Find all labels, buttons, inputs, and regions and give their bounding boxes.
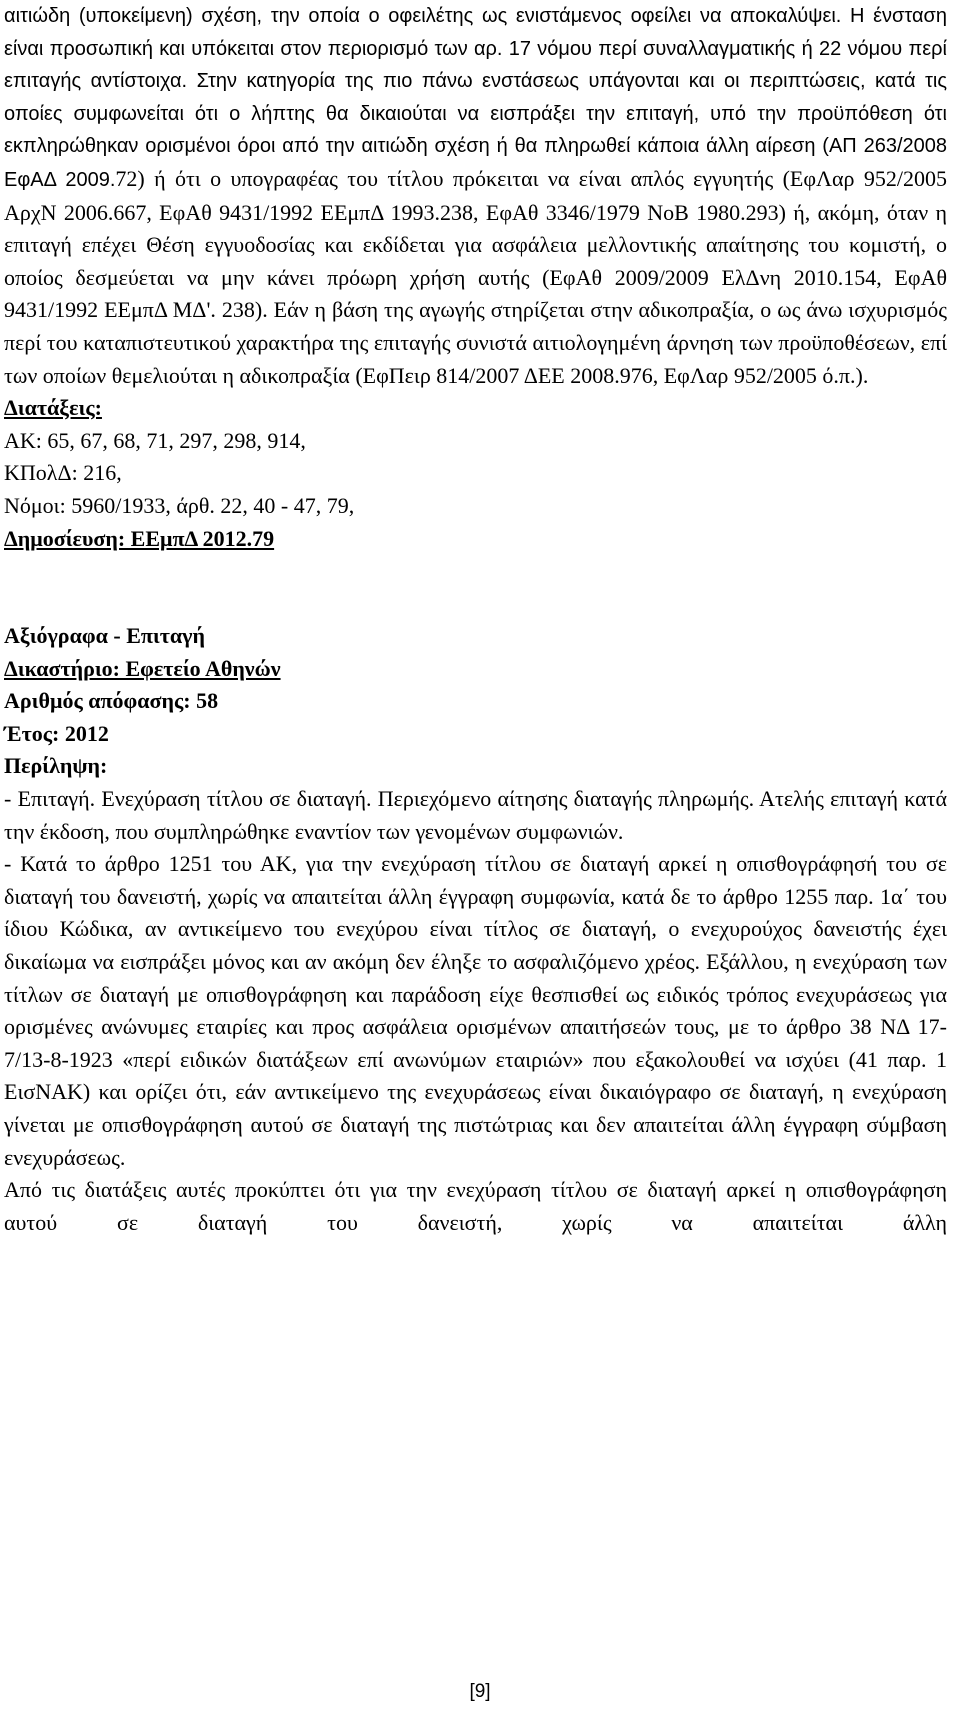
summary-paragraph: - Κατά το άρθρο 1251 του ΑΚ, για την ενεχύραση τίτλου σε διαταγή αρκεί η οπισθογράφησή του σε διαταγή του δανειστή, χωρίς να απαιτείται άλλη έγγραφη συμφωνία, κατά δε το άρθρο 1255 παρ. 1α΄ του ίδιου Κώδικα, αν αντικείμενο του ενεχύρου είναι τίτλος σε διαταγή, ο ενεχυρούχος δανειστής έχει δικαίωμα να εισπράξει μόνος και αν ακόμη δεν έληξε το ασφαλιζόμενο χρέος. Εξάλλου, η ενεχύραση των τίτλων σε διαταγή με οπισθογράφηση και παράδοση είχε θεσπισθεί ως ειδικός τρόπος ενεχυράσεως για ορισμένες ανώνυμες εταιρίες και προς ασφάλεια ορισμένων απαιτήσεών τους, με το άρθρο 38 ΝΔ 17-7/13-8-1923 «περί ειδικών διατάξεων επί ανωνύμων εταιριών» που εξακολουθεί να ισχύει (41 παρ. 1 ΕισΝΑΚ) και ορίζει ότι, εάν αντικείμενο της ενεχυράσεως είναι δικαιόγραφο σε διαταγή, η ενεχύραση γίνεται με οπισθογράφηση αυτού σε διαταγή της πιστώτριας και δεν απαιτείται άλλη έγγραφη σύμβαση ενεχυράσεως.	[4, 851, 947, 1170]
provision-line-kpold: ΚΠολΔ: 216,	[4, 460, 122, 486]
provision-line-laws: Νόμοι: 5960/1933, άρθ. 22, 40 - 47, 79,	[4, 492, 355, 518]
publication-label: Δημοσίευση: ΕΕμπΔ 2012.79	[4, 525, 275, 551]
entry-title: Αξιόγραφα - Επιταγή	[4, 623, 205, 649]
prior-case-text-sans: αιτιώδη (υποκείμενη) σχέση, την οποία ο οφειλέτης ως ενιστάμενος οφείλει να αποκαλύψει. Η ένσταση είναι προσωπική και υπόκειται στον περιορισμό των αρ. 17 νόμου περί συναλλαγματικής ή 22 νόμου περί επιταγής αντίστοιχα. Στην κατηγορία της πιο πάνω ενστάσεως υπάγονται και οι περιπτώσεις, κατά τις οποίες συμφωνείται ότι ο λήπτης θα δικαιούται να εισπράξει την επιταγή, υπό την προϋπόθεση ότι εκπληρώθηκαν ορισμένοι όροι από την αιτιώδη σχέση ή θα πληρωθεί κάποια άλλη αίρεση (ΑΠ 263/2008 ΕφΑΔ 2009.	[4, 5, 947, 191]
page-number: [9]	[469, 1681, 491, 1702]
document-page	[4, 0, 947, 1239]
summary-paragraph: - Επιταγή. Ενεχύραση τίτλου σε διαταγή. Περιεχόμενο αίτησης διαταγής πληρωμής. Ατελής επιταγή κατά την έκδοση, που συμπληρώθηκε εναντίον των γενομένων συμφωνιών.	[4, 786, 947, 844]
provisions-label: Διατάξεις:	[4, 395, 102, 421]
prior-case-text-serif: 72) ή ότι ο υπογραφέας του τίτλου πρόκειται να είναι απλός εγγυητής (ΕφΛαρ 952/2005 ΑρχΝ 2006.667, ΕφΑθ 9431/1992 ΕΕμπΔ 1993.238, ΕφΑθ 3346/1979 ΝοΒ 1980.293) ή, ακόμη, όταν η επιταγή επέχει Θέση εγγυοδοσίας και εκδίδεται για ασφάλεια μελλοντικής απαίτησης του κομιστή, ο οποίος δεσμεύεται να μην κάνει πρόωρη χρήση αυτής (ΕφΑθ 2009/2009 ΕλΔνη 2010.154, ΕφΑθ 9431/1992 ΕΕμπΔ ΜΔ'. 238). Εάν η βάση της αγωγής στηρίζεται στην αδικοπραξία, ο ως άνω ισχυρισμός περί του καταπιστευτικού χαρακτήρα της επιταγής συνιστά αιτιολογημένη άρνηση των προϋποθέσεων, επί των οποίων θεμελιούται η αδικοπραξία (ΕφΠειρ 814/2007 ΔΕΕ 2008.976, ΕφΛαρ 952/2005 ό.π.).	[4, 165, 947, 388]
prior-case-text	[4, 0, 947, 392]
year-line: Έτος: 2012	[4, 720, 109, 746]
decision-number-line: Αριθμός απόφασης: 58	[4, 688, 219, 714]
court-line: Δικαστήριο: Εφετείο Αθηνών	[4, 655, 281, 681]
summary-paragraph: Από τις διατάξεις αυτές προκύπτει ότι για την ενεχύραση τίτλου σε διαταγή αρκεί η οπισθογράφηση αυτού σε διαταγή του δανειστή, χωρίς να απαιτείται άλλη	[4, 1177, 947, 1235]
section-gap	[4, 555, 947, 620]
provision-line-ak: ΑΚ: 65, 67, 68, 71, 297, 298, 914,	[4, 427, 306, 453]
summary-label: Περίληψη:	[4, 753, 108, 779]
